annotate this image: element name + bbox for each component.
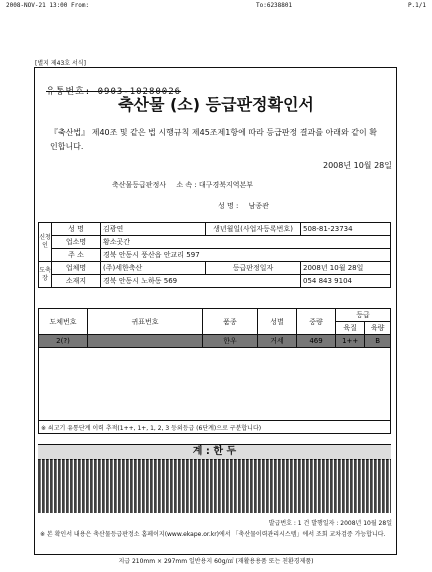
weight: 469 xyxy=(297,335,336,348)
shop-name: 황소곳간 xyxy=(101,236,391,249)
verification-note: ※ 본 확인서 내용은 축산물등급판정소 홈페이지(www.ekape.or.kr)에서 「축산물이력관리시스템」에서 조회 교차검증 가능합니다. xyxy=(40,531,386,538)
serial-number: 유통번호: 0903-10280026 xyxy=(46,87,182,97)
ear-tag xyxy=(88,335,203,348)
slaughter-name-label: 업체명 xyxy=(52,262,101,275)
carcass-no: 2(?) xyxy=(39,335,88,348)
fax-header xyxy=(6,2,426,10)
total-row: 계 : 한 두 xyxy=(38,444,391,460)
fax-from: 2008-NOV-21 13:00 From: xyxy=(6,2,90,9)
breed: 한우 xyxy=(203,335,258,348)
meat-quality: 1++ xyxy=(336,335,365,348)
col-ear-tag: 귀표번호 xyxy=(88,309,203,335)
col-weight: 중량 xyxy=(297,309,336,335)
location-label: 소재지 xyxy=(52,275,101,288)
applicant-name: 김광연 xyxy=(101,223,206,236)
col-breed: 품종 xyxy=(203,309,258,335)
issue-date: 2008년 10월 28일 xyxy=(323,161,392,170)
applicant-name-label: 성 명 xyxy=(52,223,101,236)
reg-number: 508-81-23734 xyxy=(301,223,391,236)
name-label: 성 명 : xyxy=(218,202,239,210)
meat-yield: B xyxy=(365,335,391,348)
issue-info: 발급번호 : 1 건 발행일자 : 2008년 10월 28일 xyxy=(268,520,392,527)
fax-page: P.1/1 xyxy=(407,2,426,9)
grade-note: ※ 쇠고기 유통단계 이력 추적(1++, 1+, 1, 2, 3 등외등급 (6단계)으로 구분합니다) xyxy=(39,421,391,434)
org-label: 소 속 : xyxy=(176,181,197,189)
empty-rows xyxy=(39,348,391,421)
col-meat-quality: 육질 xyxy=(336,322,365,335)
applicant-side-label: 신청인 xyxy=(39,223,52,262)
col-meat-yield: 육량 xyxy=(365,322,391,335)
slaughter-side-label: 도축장 xyxy=(39,262,52,288)
shop-label: 업소명 xyxy=(52,236,101,249)
sex: 거세 xyxy=(258,335,297,348)
slaughter-name: (주)세한축산 xyxy=(101,262,206,275)
applicant-table xyxy=(38,222,391,288)
col-sex: 성별 xyxy=(258,309,297,335)
address: 경북 안동시 풍산읍 안교리 597 xyxy=(101,249,391,262)
col-carcass-no: 도체번호 xyxy=(39,309,88,335)
telephone: 054 843 9104 xyxy=(301,275,391,288)
grading-date-label: 등급판정일자 xyxy=(206,262,301,275)
inspector-line xyxy=(112,180,253,190)
inspector-name-line xyxy=(218,201,269,211)
inspector-label: 축산물등급판정사 xyxy=(112,181,167,189)
paper-spec: 지급 210mm × 297mm 일반용지 60g/㎡ (재활용용품 또는 친환경제품) xyxy=(118,558,314,565)
col-grade: 등급 xyxy=(336,309,391,322)
reg-label: 생년월일(사업자등록번호) xyxy=(206,223,301,236)
location: 경북 안동시 노하동 569 xyxy=(101,275,301,288)
org-value: 대구경북지역본부 xyxy=(198,181,254,189)
table-row xyxy=(39,335,391,348)
grade-table xyxy=(38,308,391,434)
form-label: [별지 제43호 서식] xyxy=(35,60,86,67)
fax-to: To:6238801 xyxy=(256,2,293,9)
lead-text: 『축산법』 제40조 및 같은 법 시행규칙 제45조제1항에 따라 등급판정 결과를 아래와 같이 확인합니다. xyxy=(50,128,377,151)
inspector-name: 남종관 xyxy=(248,202,269,210)
document-title: 축산물 (소) 등급판정확인서 xyxy=(118,95,314,114)
scan-noise-block xyxy=(38,459,391,513)
addr-label: 주 소 xyxy=(52,249,101,262)
grading-date: 2008년 10월 28일 xyxy=(301,262,391,275)
